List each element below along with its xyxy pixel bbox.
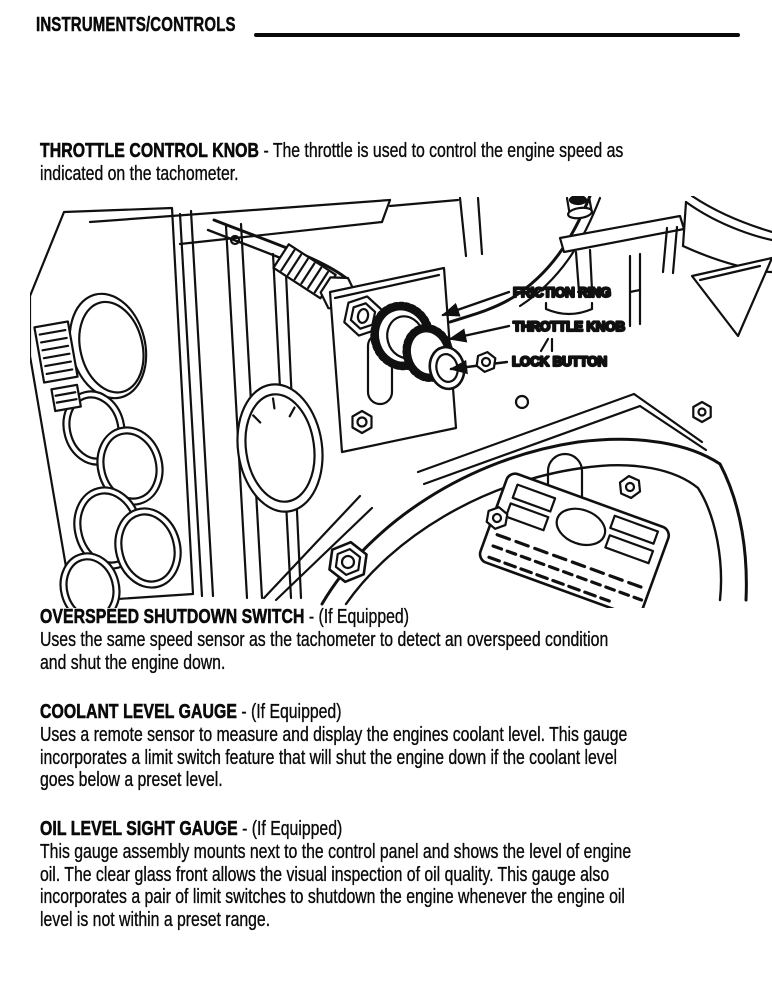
oil-body-line: level is not within a preset range. xyxy=(40,909,271,932)
engine-figure xyxy=(30,196,772,608)
overspeed-body-line: and shut the engine down. xyxy=(40,651,226,674)
housing-bolt xyxy=(693,402,710,422)
funnel-part xyxy=(692,258,772,336)
oil-heading: OIL LEVEL SIGHT GAUGE xyxy=(40,818,238,840)
overspeed-body-line: Uses the same speed sensor as the tachometer to detect an overspeed condition xyxy=(40,628,609,651)
throttle-line-1: THROTTLE CONTROL KNOB - The throttle is used to control the engine speed as xyxy=(40,140,624,162)
coolant-qualifier: (If Equipped) xyxy=(251,701,342,723)
span-bracket-mark xyxy=(546,303,592,314)
coolant-body-line: incorporates a limit switch feature that will shut the engine down if the coolant level xyxy=(40,746,618,769)
overspeed-qualifier: (If Equipped) xyxy=(318,606,409,628)
control-panel xyxy=(30,208,213,608)
head-bolt xyxy=(328,540,368,584)
overspeed-heading: OVERSPEED SHUTDOWN SWITCH xyxy=(40,606,305,628)
blower-housing xyxy=(264,394,746,608)
oil-body-line: This gauge assembly mounts next to the control panel and shows the level of engine xyxy=(40,840,632,863)
coolant-body-line: Uses a remote sensor to measure and display the engines coolant level. This gauge xyxy=(40,723,628,746)
throttle-knob-arrow xyxy=(450,326,509,339)
oil-heading-line: OIL LEVEL SIGHT GAUGE - (If Equipped) xyxy=(40,818,343,840)
section-coolant xyxy=(40,701,770,792)
section-overspeed xyxy=(40,606,770,674)
coolant-heading-line: COOLANT LEVEL GAUGE - (If Equipped) xyxy=(40,701,342,723)
coolant-heading: COOLANT LEVEL GAUGE xyxy=(40,701,237,723)
oil-body-line: incorporates a pair of limit switches to shutdown the engine whenever the engine oil xyxy=(40,886,625,909)
coolant-body-line: goes below a preset level. xyxy=(40,769,223,792)
throttle-line-2: indicated on the tachometer. xyxy=(40,162,239,185)
throttle-heading: THROTTLE CONTROL KNOB xyxy=(40,140,260,162)
oil-qualifier: (If Equipped) xyxy=(251,818,343,840)
page-header-title: INSTRUMENTS/CONTROLS xyxy=(36,14,236,36)
lock-screw xyxy=(476,351,496,373)
header-rule xyxy=(254,33,740,37)
housing-bolt xyxy=(619,475,640,499)
section-throttle xyxy=(40,140,770,186)
overspeed-heading-line: OVERSPEED SHUTDOWN SWITCH - (If Equipped) xyxy=(40,606,409,628)
section-oil xyxy=(40,818,770,932)
throttle-knob-label: THROTTLE KNOB xyxy=(513,319,625,334)
lock-button-label: LOCK BUTTON xyxy=(512,354,607,369)
oil-body-line: oil. The clear glass front allows the visual inspection of oil quality. This gauge also xyxy=(40,863,610,886)
tachometer-dial xyxy=(230,379,331,517)
friction-ring-label: FRICTION RING xyxy=(513,285,611,300)
